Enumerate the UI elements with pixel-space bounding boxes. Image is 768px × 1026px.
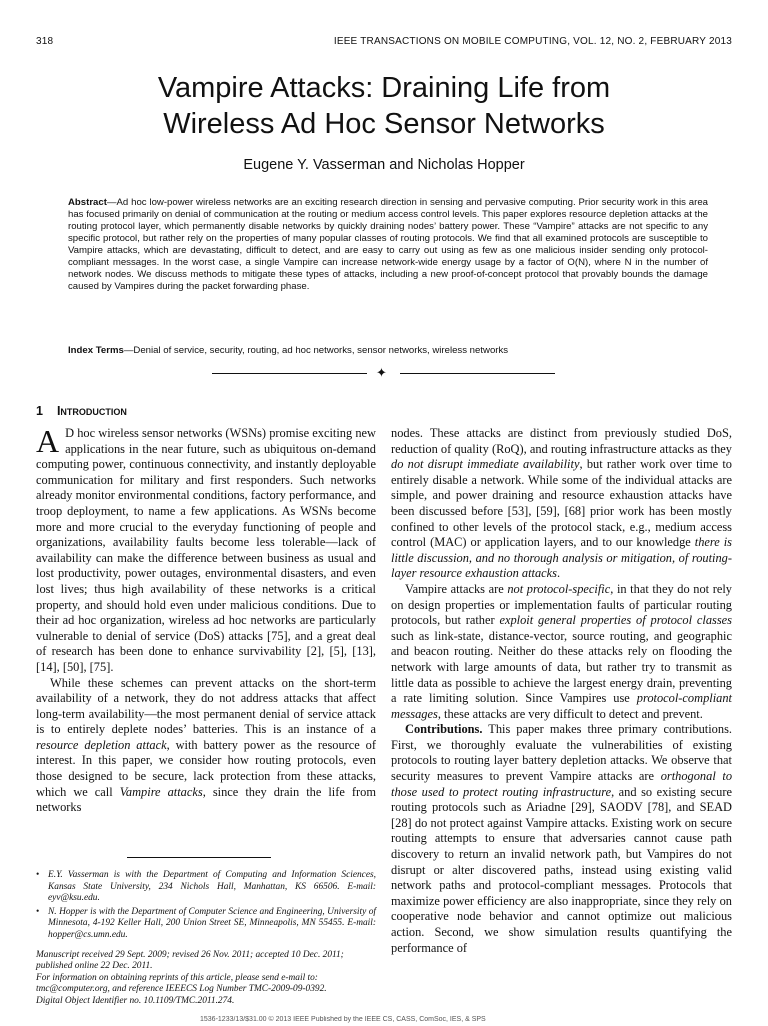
bullet-icon: • [36, 870, 40, 880]
section-number: 1 [36, 404, 43, 418]
right-column [391, 426, 732, 956]
title-line-1: Vampire Attacks: Draining Life from [157, 72, 611, 104]
drop-cap: A [36, 423, 60, 459]
footnotes [36, 870, 376, 1008]
reprint-info: For information on obtaining reprints of this article, please send e-mail to: tmc@computer.org, and reference IEEECS Log Number TMC-2009-09-0392. [36, 972, 327, 995]
author-list: Eugene Y. Vasserman and Nicholas Hopper [243, 157, 525, 173]
footnote-item: • N. Hopper is with the Department of Computer Science and Engineering, University of Minnesota, 4-192 Keller Hall, 200 Union Street SE, Minneapolis, MN 55455. E-mail: hopper@cs.umn.edu. [36, 906, 376, 940]
right-paragraph-1: nodes. These attacks are distinct from previously studied DoS, reduction of quality (RoQ), and routing infrastructure attacks as they do not disrupt immediate availability, but rather work over time to entirely disable a network. While some of the individual attacks are simple, and power draining and resource exhaustion attacks have been discussed before [53], [59], [68] prior work has been mostly confined to other levels of the protocol stack, e.g., medium access control (MAC) or application layers, and to our knowledge there is little discussion, and no thorough analysis or mitigation, of routing-layer resource exhaustion attacks. [391, 426, 732, 581]
divider-line-left [212, 373, 367, 374]
drop-cap-tail: D [65, 426, 75, 440]
diamond-icon: ✦ [376, 366, 387, 381]
footnote-rule [127, 857, 271, 858]
journal-reference: IEEE TRANSACTIONS ON MOBILE COMPUTING, VOL. 12, NO. 2, FEBRUARY 2013 [333, 36, 732, 47]
title-line-2: Wireless Ad Hoc Sensor Networks [163, 108, 605, 140]
abstract [68, 197, 708, 293]
bullet-icon: • [36, 906, 40, 917]
index-terms-label: Index Terms [68, 345, 124, 356]
divider-line-right [400, 373, 555, 374]
abstract-label: Abstract [68, 197, 107, 208]
contributions-label: Contributions. [405, 722, 483, 737]
doi: Digital Object Identifier no. 10.1109/TMC.2011.274. [36, 995, 235, 1006]
section-divider [212, 368, 555, 380]
section-title: Introduction [56, 404, 127, 418]
paper-title [40, 70, 728, 142]
index-terms [68, 345, 708, 357]
copyright-strip: 1536-1233/13/$31.00 © 2013 IEEE Published by the IEEE CS, CASS, ComSoc, IES, & SPS [200, 1016, 486, 1023]
section-heading [36, 404, 127, 418]
intro-paragraph-1: A D hoc wireless sensor networks (WSNs) promise exciting new applications in the near future, such as ubiquitous on-demand computing power, continuous connectivity, and instantly deployable communication for military and first responders. Such networks already monitor environmental conditions, factory performance, and troop deployment, to name a few applications. As WSNs become more and more crucial to the everyday functioning of people and organizations, availability faults become less tolerable—lack of availability can make the difference between business as usual and lost productivity, power outages, environmental disasters, and even lost lives; thus high availability of these networks is a critical property, and should hold even under malicious conditions. Due to their ad hoc organization, wireless ad hoc networks are particularly vulnerable to denial of service (DoS) attacks [75], and a great deal of research has been done to enhance survivability [2], [5], [13], [14], [50], [75]. [36, 423, 376, 674]
left-column [36, 423, 377, 816]
contributions-paragraph: Contributions. This paper makes three primary contributions. First, we thoroughly evaluate the vulnerabilities of existing protocols to routing layer battery depletion attacks. We observe that security measures to prevent Vampire attacks are orthogonal to those used to protect routing infrastructure, and so existing secure routing protocols such as Ariadne [29], SAODV [78], and SEAD [28] do not protect against Vampire attacks. Existing work on secure routing attempts to ensure that adversaries cannot cause path discovery to return an invalid network path, but Vampires do not disrupt or alter discovered paths, instead using existing valid network paths and protocol-compliant messages. Protocols that maximize power efficiency are also inappropriate, since they rely on cooperative node behavior and cannot optimize out malicious action. Second, we show simulation results quantifying the performance of [391, 722, 733, 955]
right-paragraph-2: Vampire attacks are not protocol-specific, in that they do not rely on design properties or implementation faults of particular routing protocols, but rather exploit general properties of protocol classes such as link-state, distance-vector, source routing, and geographic and beacon routing. Neither do these attacks rely on flooding the network with large amounts of data, but rather try to transmit as little data as possible to achieve the largest energy drain, preventing a rate limiting solution. Since Vampires use protocol-compliant messages, these attacks are very difficult to detect and prevent. [391, 581, 732, 721]
running-header [36, 36, 732, 50]
footnote-item: • E.Y. Vasserman is with the Department of Computing and Information Sciences, Kansas State University, 234 Nichols Hall, Manhattan, KS 66506. E-mail: eyv@ksu.edu. [36, 870, 376, 904]
index-terms-text: —Denial of service, security, routing, ad hoc networks, sensor networks, wireless networks [123, 345, 509, 356]
page-number: 318 [36, 36, 54, 47]
manuscript-dates: Manuscript received 29 Sept. 2009; revised 26 Nov. 2011; accepted 10 Dec. 2011; published online 22 Dec. 2011. [36, 949, 344, 972]
abstract-text: —Ad hoc low-power wireless networks are an exciting research direction in sensing and pervasive computing. Prior security work in this area has focused primarily on denial of communication at the routing or medium access control levels. This paper explores resource depletion attacks at the routing protocol layer, which permanently disable networks by quickly draining nodes’ battery power. These “Vampire” attacks are not specific to any specific protocol, but rather rely on the properties of many popular classes of routing protocols. We find that all examined protocols are susceptible to Vampire attacks, which are devastating, difficult to detect, and are easy to carry out using as few as one malicious insider sending only protocol-compliant messages. In the worst case, a single Vampire can increase network-wide energy usage by a factor of O(N), where N in the number of network nodes. We discuss methods to mitigate these types of attacks, including a new proof-of-concept protocol that provably bounds the damage caused by Vampires during the packet forwarding phase. [68, 197, 708, 292]
intro-paragraph-2: While these schemes can prevent attacks on the short-term availability of a network, they do not address attacks that affect long-term availability—the most permanent denial of service attack is to entirely deplete nodes’ batteries. This is an instance of a resource depletion attack, with battery power as the resource of interest. In this paper, we consider how routing protocols, even those designed to be secure, lack protection from these attacks, which we call Vampire attacks, since they drain the life from networks [36, 675, 377, 815]
